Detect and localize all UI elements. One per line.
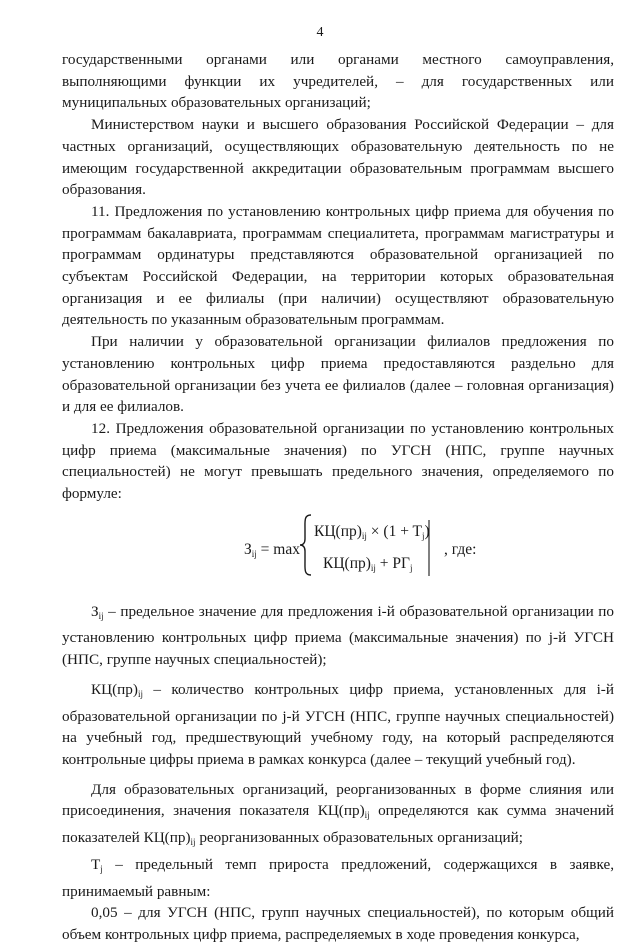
definition-z: $З_{ij}$ – предельное значение для предложения i-й образовательной организации по установлению контрольных цифр приема (максимальные значения) по j-й УГСН (НПС, группе научных специальностей); [62,602,614,669]
formula [62,511,614,601]
paragraph-11: 11. Предложения по установлению контрольных цифр приема для обучения по программам бакалавриата, программам специалитета, программам магистратуры и программам ординатуры представляются образовательной организацией по субъектам Российской Федерации, на территории которых образовательная организация и ее филиалы (при наличии) осуществляют образовательную деятельность по указанным образовательным программам. [62,202,614,329]
paragraph-12: 12. Предложения образовательной организации по установлению контрольных цифр приема (максимальные значения) по УГСН (НПС, группе научных специальностей) не могут превышать предельного значения, определяемого по формуле: [62,419,614,503]
paragraph-founders: государственными органами или органами местного самоуправления, выполняющими функции их учредителей, – для государственных или муниципальных образовательных организаций; [62,51,614,112]
left-brace-icon [299,513,313,577]
paragraph-reorganized: Для образовательных организаций, реорганизованных в форме слияния или присоединения, значения показателя $КЦ(пр)_{ij}$ определяются как сумма значений показателей $КЦ(пр)_{ij}$ реорганизованных образовательных организаций; [62,780,614,848]
paragraph-ministry: Министерством науки и высшего образования Российской Федерации – для частных организаций, осуществляющих образовательную деятельность по не имеющим государственной аккредитации образовательным программам высшего образования. [62,116,614,199]
formula-line-1: $КЦ(пр)_{ij} \times (1 + T_j)$ [314,522,430,541]
paragraph-rate-005: 0,05 – для УГСН (НПС, групп научных специальностей), по которым общий объем контрольных цифр приема, распределяемых в ходе проведения конкурса, [62,904,614,943]
page-number: 4 [316,25,324,40]
definition-t: $T_j$ – предельный темп прироста предложений, содержащихся в заявке, принимаемый равным: [62,855,614,900]
document-body [62,49,614,946]
formula-line-2: $КЦ(пр)_{ij} + РГ_j$ [323,554,413,573]
formula-where: , где: [444,540,477,558]
formula-lhs: $З_{ij} = \max$ [244,540,300,559]
paragraph-branches: При наличии у образовательной организации филиалов предложения по установлению контрольных цифр приема предоставляются раздельно для образовательной организации без учета ее филиалов (далее – головная организация) и для ее филиалов. [62,333,614,416]
right-bracket-line [427,516,435,580]
definition-kcp: $КЦ(пр)_{ij}$ – количество контрольных цифр приема, установленных для i-й образовательной организации по j-й УГСН (НПС, группе научных специальностей) на учебный год, предшествующий учебному году, на который распределяются контрольные цифры приема в рамках конкурса (далее – текущий учебный год). [62,680,614,768]
